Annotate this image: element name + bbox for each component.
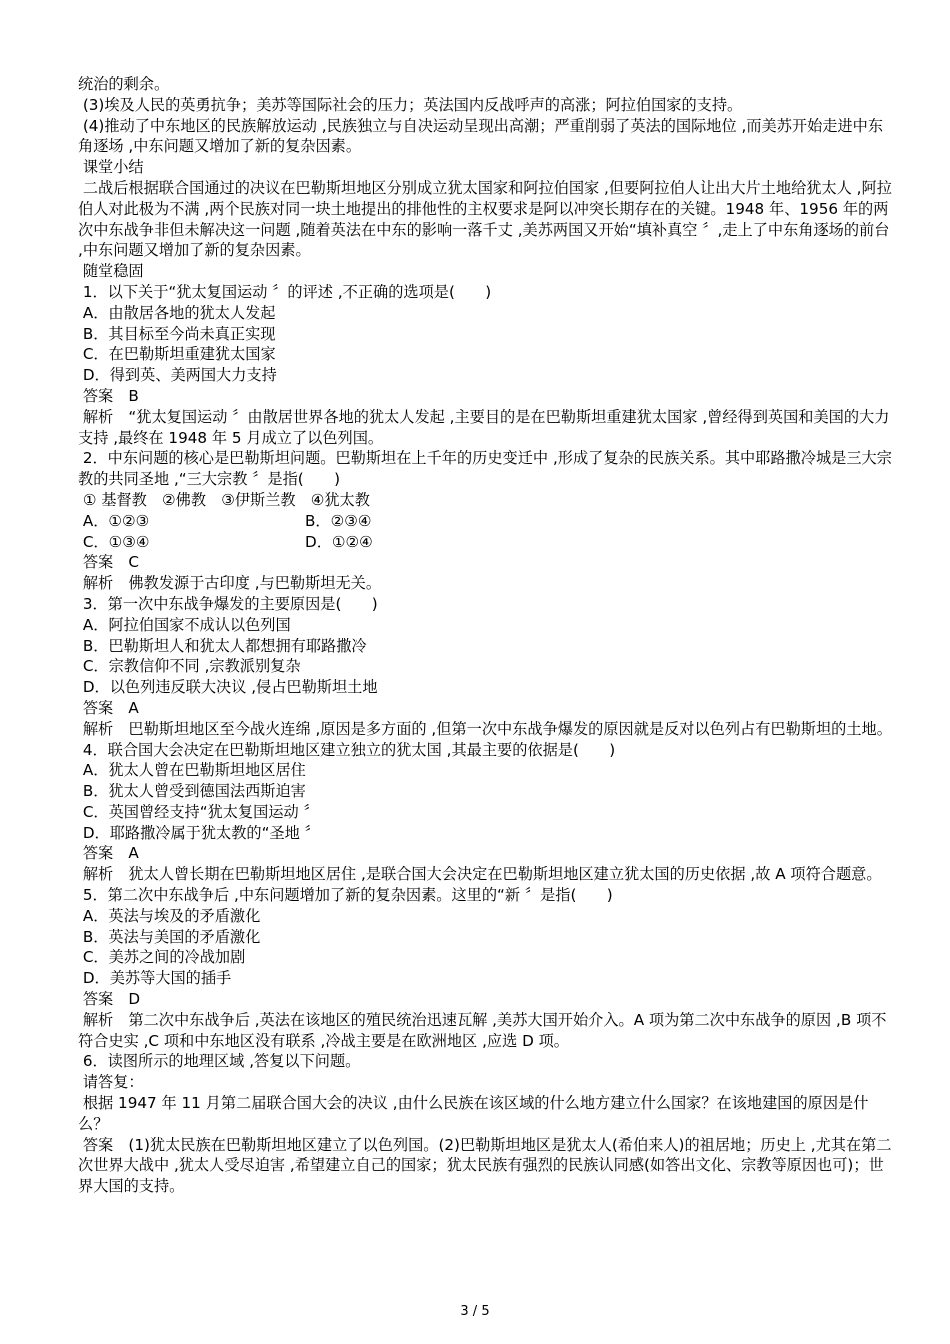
option: B．②③④ bbox=[305, 511, 372, 530]
option: C．宗教信仰不同 ,宗教派别复杂 bbox=[78, 657, 301, 676]
text-line: 请答复： bbox=[78, 1073, 144, 1092]
option: C．①③④ bbox=[78, 532, 150, 551]
option: B．巴勒斯坦人和犹太人都想拥有耶路撒冷 bbox=[78, 636, 367, 655]
explanation: 解析 犹太人曾长期在巴勒斯坦地区居住 ,是联合国大会决定在巴勒斯坦地区建立犹太国的历史依据 ,故 A 项符合题意。 bbox=[78, 865, 882, 884]
text-line: 统治的剩余。 bbox=[78, 75, 170, 93]
question-3: 3．第一次中东战争爆发的主要原因是( ) bbox=[78, 594, 378, 613]
explanation: 解析 巴勒斯坦地区至今战火连绵 ,原因是多方面的 ,但第一次中东战争爆发的原因就是反对以色列占有巴勒斯坦的土地。 bbox=[78, 719, 892, 738]
text-line: (4)推动了中东地区的民族解放运动 ,民族独立与自决运动呈现出高潮；严重削弱了英法的国际地位 ,而美苏开始走进中东角逐场 ,中东问题又增加了新的复杂因素。 bbox=[78, 116, 884, 156]
explanation: 解析 佛教发源于古印度 ,与巴勒斯坦无关。 bbox=[78, 574, 382, 593]
option: A．阿拉伯国家不成认以色列国 bbox=[78, 615, 291, 634]
option: B．犹太人曾受到德国法西斯迫害 bbox=[78, 782, 306, 801]
option: C．在巴勒斯坦重建犹太国家 bbox=[78, 345, 276, 364]
page-number: 3 / 5 bbox=[460, 1304, 490, 1319]
question-6: 6．读图所示的地理区域 ,答复以下问题。 bbox=[78, 1052, 361, 1071]
answer: 答案 C bbox=[78, 553, 139, 572]
option: D．耶路撒冷属于犹太教的“圣地 〞 bbox=[78, 823, 320, 842]
options-row bbox=[78, 532, 893, 553]
section-heading: 随堂稳固 bbox=[78, 262, 144, 281]
options-row bbox=[78, 511, 893, 532]
option: B．其目标至今尚未真正实现 bbox=[78, 324, 276, 343]
page-content bbox=[78, 74, 893, 1197]
answer: 答案 B bbox=[78, 386, 139, 405]
option: D．①②④ bbox=[305, 532, 373, 551]
answer: 答案 D bbox=[78, 990, 141, 1009]
option: C．美苏之间的冷战加剧 bbox=[78, 948, 246, 967]
option: D．以色列违反联大决议 ,侵占巴勒斯坦土地 bbox=[78, 678, 378, 697]
question-4: 4．联合国大会决定在巴勒斯坦地区建立独立的犹太国 ,其最主要的依据是( ) bbox=[78, 740, 616, 759]
question-2: 2．中东问题的核心是巴勒斯坦问题。巴勒斯坦在上千年的历史变迁中 ,形成了复杂的民族关系。其中耶路撒冷城是三大宗教的共同圣地 ,“三大宗教 〞是指( ) bbox=[78, 449, 892, 489]
explanation: 解析 第二次中东战争后 ,英法在该地区的殖民统治迅速瓦解 ,美苏大国开始介入。A 项为第二次中东战争的原因 ,B 项不符合史实 ,C 项和中东地区没有联系 ,冷战主要是在欧洲地区 ,应选 D 项。 bbox=[78, 1010, 887, 1050]
text-line: (3)埃及人民的英勇抗争；美苏等国际社会的压力；英法国内反战呼声的高涨；阿拉伯国家的支持。 bbox=[78, 95, 743, 114]
question-5: 5．第二次中东战争后 ,中东问题增加了新的复杂因素。这里的“新 〞是指( ) bbox=[78, 886, 613, 905]
option: D．得到英、美两国大力支持 bbox=[78, 366, 277, 385]
option: C．英国曾经支持“犹太复国运动 〞 bbox=[78, 802, 319, 821]
option: A．英法与埃及的矛盾激化 bbox=[78, 906, 261, 925]
explanation: 解析 “犹太复国运动 〞由散居世界各地的犹太人发起 ,主要目的是在巴勒斯坦重建犹太国家 ,曾经得到英国和美国的大力支持 ,最终在 1948 年 5 月成立了以色列国。 bbox=[78, 407, 890, 447]
option: A．犹太人曾在巴勒斯坦地区居住 bbox=[78, 761, 306, 780]
option: A．①②③ bbox=[78, 511, 150, 530]
option-list: ① 基督教 ②佛教 ③伊斯兰教 ④犹太教 bbox=[78, 490, 370, 509]
answer: 答案 A bbox=[78, 844, 139, 863]
answer: 答案 A bbox=[78, 698, 139, 717]
summary-paragraph: 二战后根据联合国通过的决议在巴勒斯坦地区分别成立犹太国家和阿拉伯国家 ,但要阿拉伯人让出大片土地给犹太人 ,阿拉伯人对此极为不满 ,两个民族对同一块土地提出的排他性的主权要求是阿以冲突长期存在的关键。1948 年、1956 年的两次中东战争非但未解决这一问题 ,随着英法在中东的影响一落千丈 ,美苏两国又开始“填补真空 〞,走上了中东角逐场的前台 ,中东问题又增加了新的复杂因素。 bbox=[78, 178, 895, 260]
answer: 答案 (1)犹太民族在巴勒斯坦地区建立了以色列国。(2)巴勒斯坦地区是犹太人(希伯来人)的祖居地；历史上 ,尤其在第二次世界大战中 ,犹太人受尽迫害 ,希望建立自己的国家；犹太民族有强烈的民族认同感(如答出文化、宗教等原因也可)；世界大国的支持。 bbox=[78, 1135, 892, 1196]
text-line: 根据 1947 年 11 月第二届联合国大会的决议 ,由什么民族在该区域的什么地方建立什么国家？在该地建国的原因是什么？ bbox=[78, 1094, 869, 1133]
section-heading: 课堂小结 bbox=[78, 158, 144, 177]
option: B．英法与美国的矛盾激化 bbox=[78, 927, 261, 946]
question-1: 1．以下关于“犹太复国运动 〞的评述 ,不正确的选项是( ) bbox=[78, 282, 492, 301]
option: A．由散居各地的犹太人发起 bbox=[78, 303, 276, 322]
option: D．美苏等大国的插手 bbox=[78, 969, 232, 988]
